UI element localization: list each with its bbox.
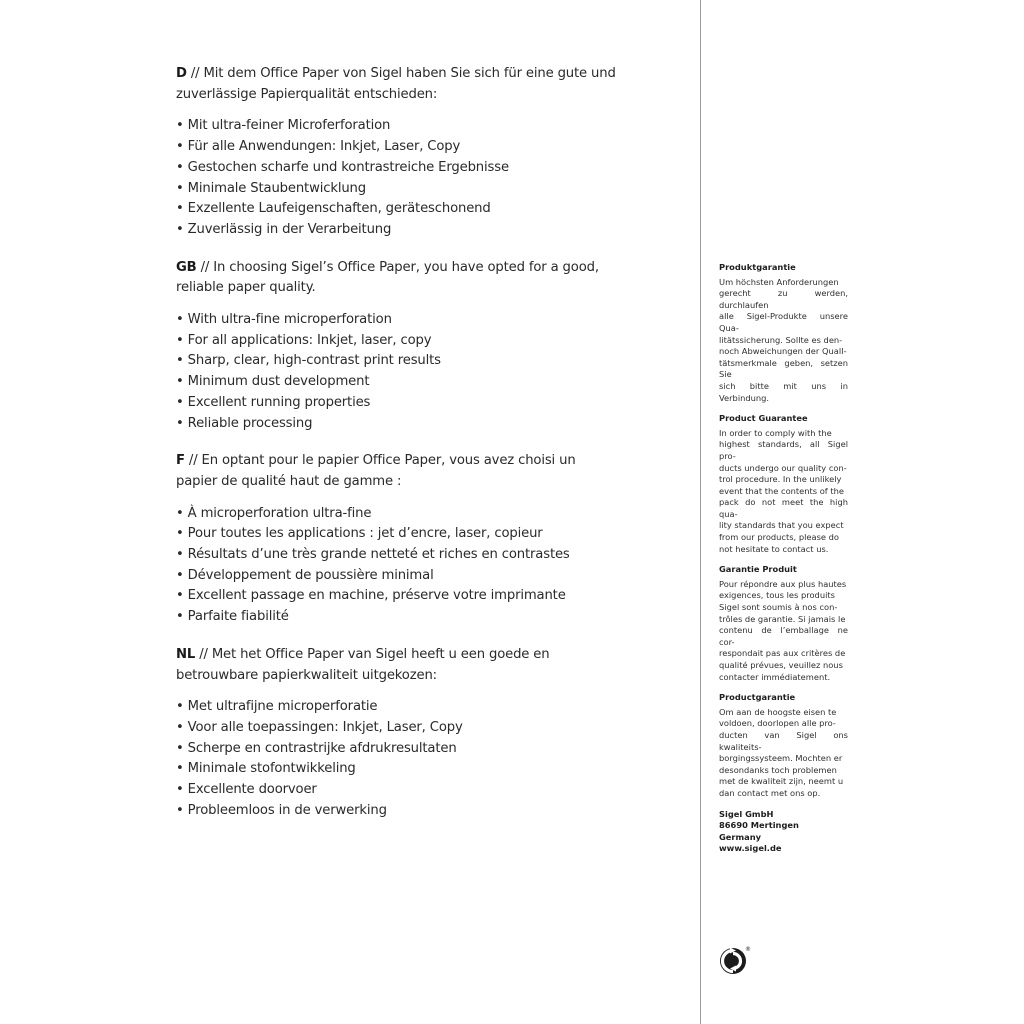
list-item: • Met ultrafijne microperforatie	[176, 697, 676, 718]
section-intro	[176, 451, 676, 492]
list-item: • À microperforation ultra-fine	[176, 504, 676, 525]
section-fr	[176, 451, 676, 628]
intro-line: // Mit dem Office Paper von Sigel haben Sie sich für eine gute und	[190, 66, 616, 81]
column-divider	[700, 0, 701, 1024]
text-line: Um höchsten Anforderungen	[719, 276, 839, 287]
guarantee-block-nl	[719, 692, 848, 799]
list-item: • Für alle Anwendungen: Inkjet, Laser, Copy	[176, 137, 676, 158]
list-item: • Résultats d’une très grande netteté et riches en contrastes	[176, 545, 676, 566]
list-item: • Probleemloos in de verwerking	[176, 801, 676, 822]
text-line: pack do not meet the high qua-	[719, 497, 848, 519]
guarantee-block-de	[719, 262, 848, 404]
section-intro	[176, 258, 676, 299]
section-de	[176, 64, 676, 241]
guarantee-text	[719, 428, 848, 556]
intro-line: // En optant pour le papier Office Paper, vous avez choisi un	[188, 453, 576, 469]
green-dot-recycling-icon	[719, 944, 753, 976]
text-line: ducten van Sigel ons kwaliteits-	[719, 729, 848, 752]
text-line: Om aan de hoogste eisen te	[719, 706, 837, 717]
guarantee-text	[719, 707, 848, 800]
text-line: met de kwaliteit zijn, neemt u	[719, 776, 844, 787]
text-line: not hesitate to contact us.	[719, 543, 829, 554]
feature-list	[176, 697, 676, 821]
list-item: • Pour toutes les applications : jet d’encre, laser, copieur	[176, 524, 676, 545]
intro-line: reliable paper quality.	[176, 280, 316, 296]
lang-code: NL	[176, 646, 196, 662]
text-line: from our products, please do	[719, 532, 840, 543]
list-item: • Voor alle toepassingen: Inkjet, Laser, Copy	[176, 718, 676, 739]
text-line: qualité prévues, veuillez nous	[719, 660, 843, 670]
guarantee-block-gb	[719, 413, 848, 555]
company-country: Germany	[719, 831, 762, 842]
intro-line: betrouwbare papierkwaliteit uitgekozen:	[176, 667, 437, 683]
company-name: Sigel GmbH	[719, 808, 774, 819]
text-line: highest standards, all Sigel pro-	[719, 439, 848, 461]
lang-code: F	[176, 453, 185, 469]
text-line: trol procedure. In the unlikely	[719, 474, 842, 485]
guarantee-sidebar	[719, 262, 848, 855]
guarantee-title: Productgarantie	[719, 692, 796, 703]
text-line: litätssicherung. Sollte es den-	[719, 334, 843, 345]
guarantee-text	[719, 277, 848, 405]
text-line: ducts undergo our quality con-	[719, 462, 847, 473]
guarantee-text	[719, 579, 848, 683]
text-line: gerecht zu werden, durchlaufen	[719, 288, 848, 310]
list-item: • Minimum dust development	[176, 372, 676, 393]
text-line: contenu de l’emballage ne cor-	[719, 625, 848, 647]
list-item: • Scherpe en contrastrijke afdrukresultaten	[176, 739, 676, 760]
lang-code: D	[176, 66, 187, 81]
intro-line: // In choosing Sigel’s Office Paper, you have opted for a good,	[200, 259, 599, 275]
text-line: alle Sigel-Produkte unsere Qua-	[719, 311, 848, 333]
text-line: respondait pas aux critères de	[719, 648, 846, 659]
list-item: • Exzellente Laufeigenschaften, geräteschonend	[176, 199, 676, 220]
text-line: In order to comply with the	[719, 427, 832, 438]
text-line: borgingssysteem. Mochten er	[719, 753, 843, 764]
list-item: • Sharp, clear, high-contrast print results	[176, 351, 676, 372]
list-item: • Excellent running properties	[176, 393, 676, 414]
list-item: • With ultra-fine microperforation	[176, 310, 676, 331]
section-nl	[176, 645, 676, 822]
intro-line: // Met het Office Paper van Sigel heeft u een goede en	[199, 646, 550, 662]
list-item: • Gestochen scharfe und kontrastreiche Ergebnisse	[176, 158, 676, 179]
guarantee-title: Product Guarantee	[719, 413, 808, 424]
list-item: • Parfaite fiabilité	[176, 607, 676, 628]
text-line: lity standards that you expect	[719, 520, 844, 531]
list-item: • Développement de poussière minimal	[176, 566, 676, 587]
text-line: desondanks toch problemen	[719, 764, 837, 775]
main-content	[176, 64, 676, 839]
guarantee-title: Garantie Produit	[719, 564, 797, 575]
guarantee-title: Produktgarantie	[719, 262, 796, 272]
company-city: 86690 Mertingen	[719, 820, 799, 831]
section-intro	[176, 645, 676, 686]
company-address	[719, 809, 848, 855]
list-item: • Minimale Staubentwicklung	[176, 179, 676, 200]
registered-mark: ®	[745, 946, 751, 953]
section-intro	[176, 64, 676, 105]
text-line: Sigel sont soumis à nos con-	[719, 602, 838, 613]
text-line: exigences, tous les produits	[719, 590, 835, 601]
list-item: • Reliable processing	[176, 414, 676, 435]
text-line: voldoen, doorlopen alle pro-	[719, 718, 836, 729]
list-item: • For all applications: Inkjet, laser, copy	[176, 331, 676, 352]
list-item: • Mit ultra-feiner Microferforation	[176, 116, 676, 137]
text-line: tätsmerkmale geben, setzen Sie	[719, 357, 848, 380]
text-line: contacter immédiatement.	[719, 671, 831, 682]
intro-line: zuverlässige Papierqualität entschieden:	[176, 86, 438, 102]
text-line: sich bitte mit uns in Verbindung.	[719, 380, 848, 403]
text-line: trôles de garantie. Si jamais le	[719, 613, 846, 624]
feature-list	[176, 504, 676, 628]
company-website: www.sigel.de	[719, 843, 782, 854]
section-gb	[176, 258, 676, 435]
text-line: dan contact met ons op.	[719, 787, 821, 798]
list-item: • Zuverlässig in der Verarbeitung	[176, 220, 676, 241]
lang-code: GB	[176, 259, 197, 275]
list-item: • Excellent passage en machine, préserve votre imprimante	[176, 586, 676, 607]
list-item: • Excellente doorvoer	[176, 780, 676, 801]
feature-list	[176, 116, 676, 240]
text-line: event that the contents of the	[719, 485, 844, 496]
feature-list	[176, 310, 676, 434]
list-item: • Minimale stofontwikkeling	[176, 759, 676, 780]
text-line: Pour répondre aux plus hautes	[719, 578, 847, 589]
intro-line: papier de qualité haut de gamme :	[176, 473, 402, 489]
guarantee-block-fr	[719, 564, 848, 683]
text-line: noch Abweichungen der QualI-	[719, 346, 847, 357]
